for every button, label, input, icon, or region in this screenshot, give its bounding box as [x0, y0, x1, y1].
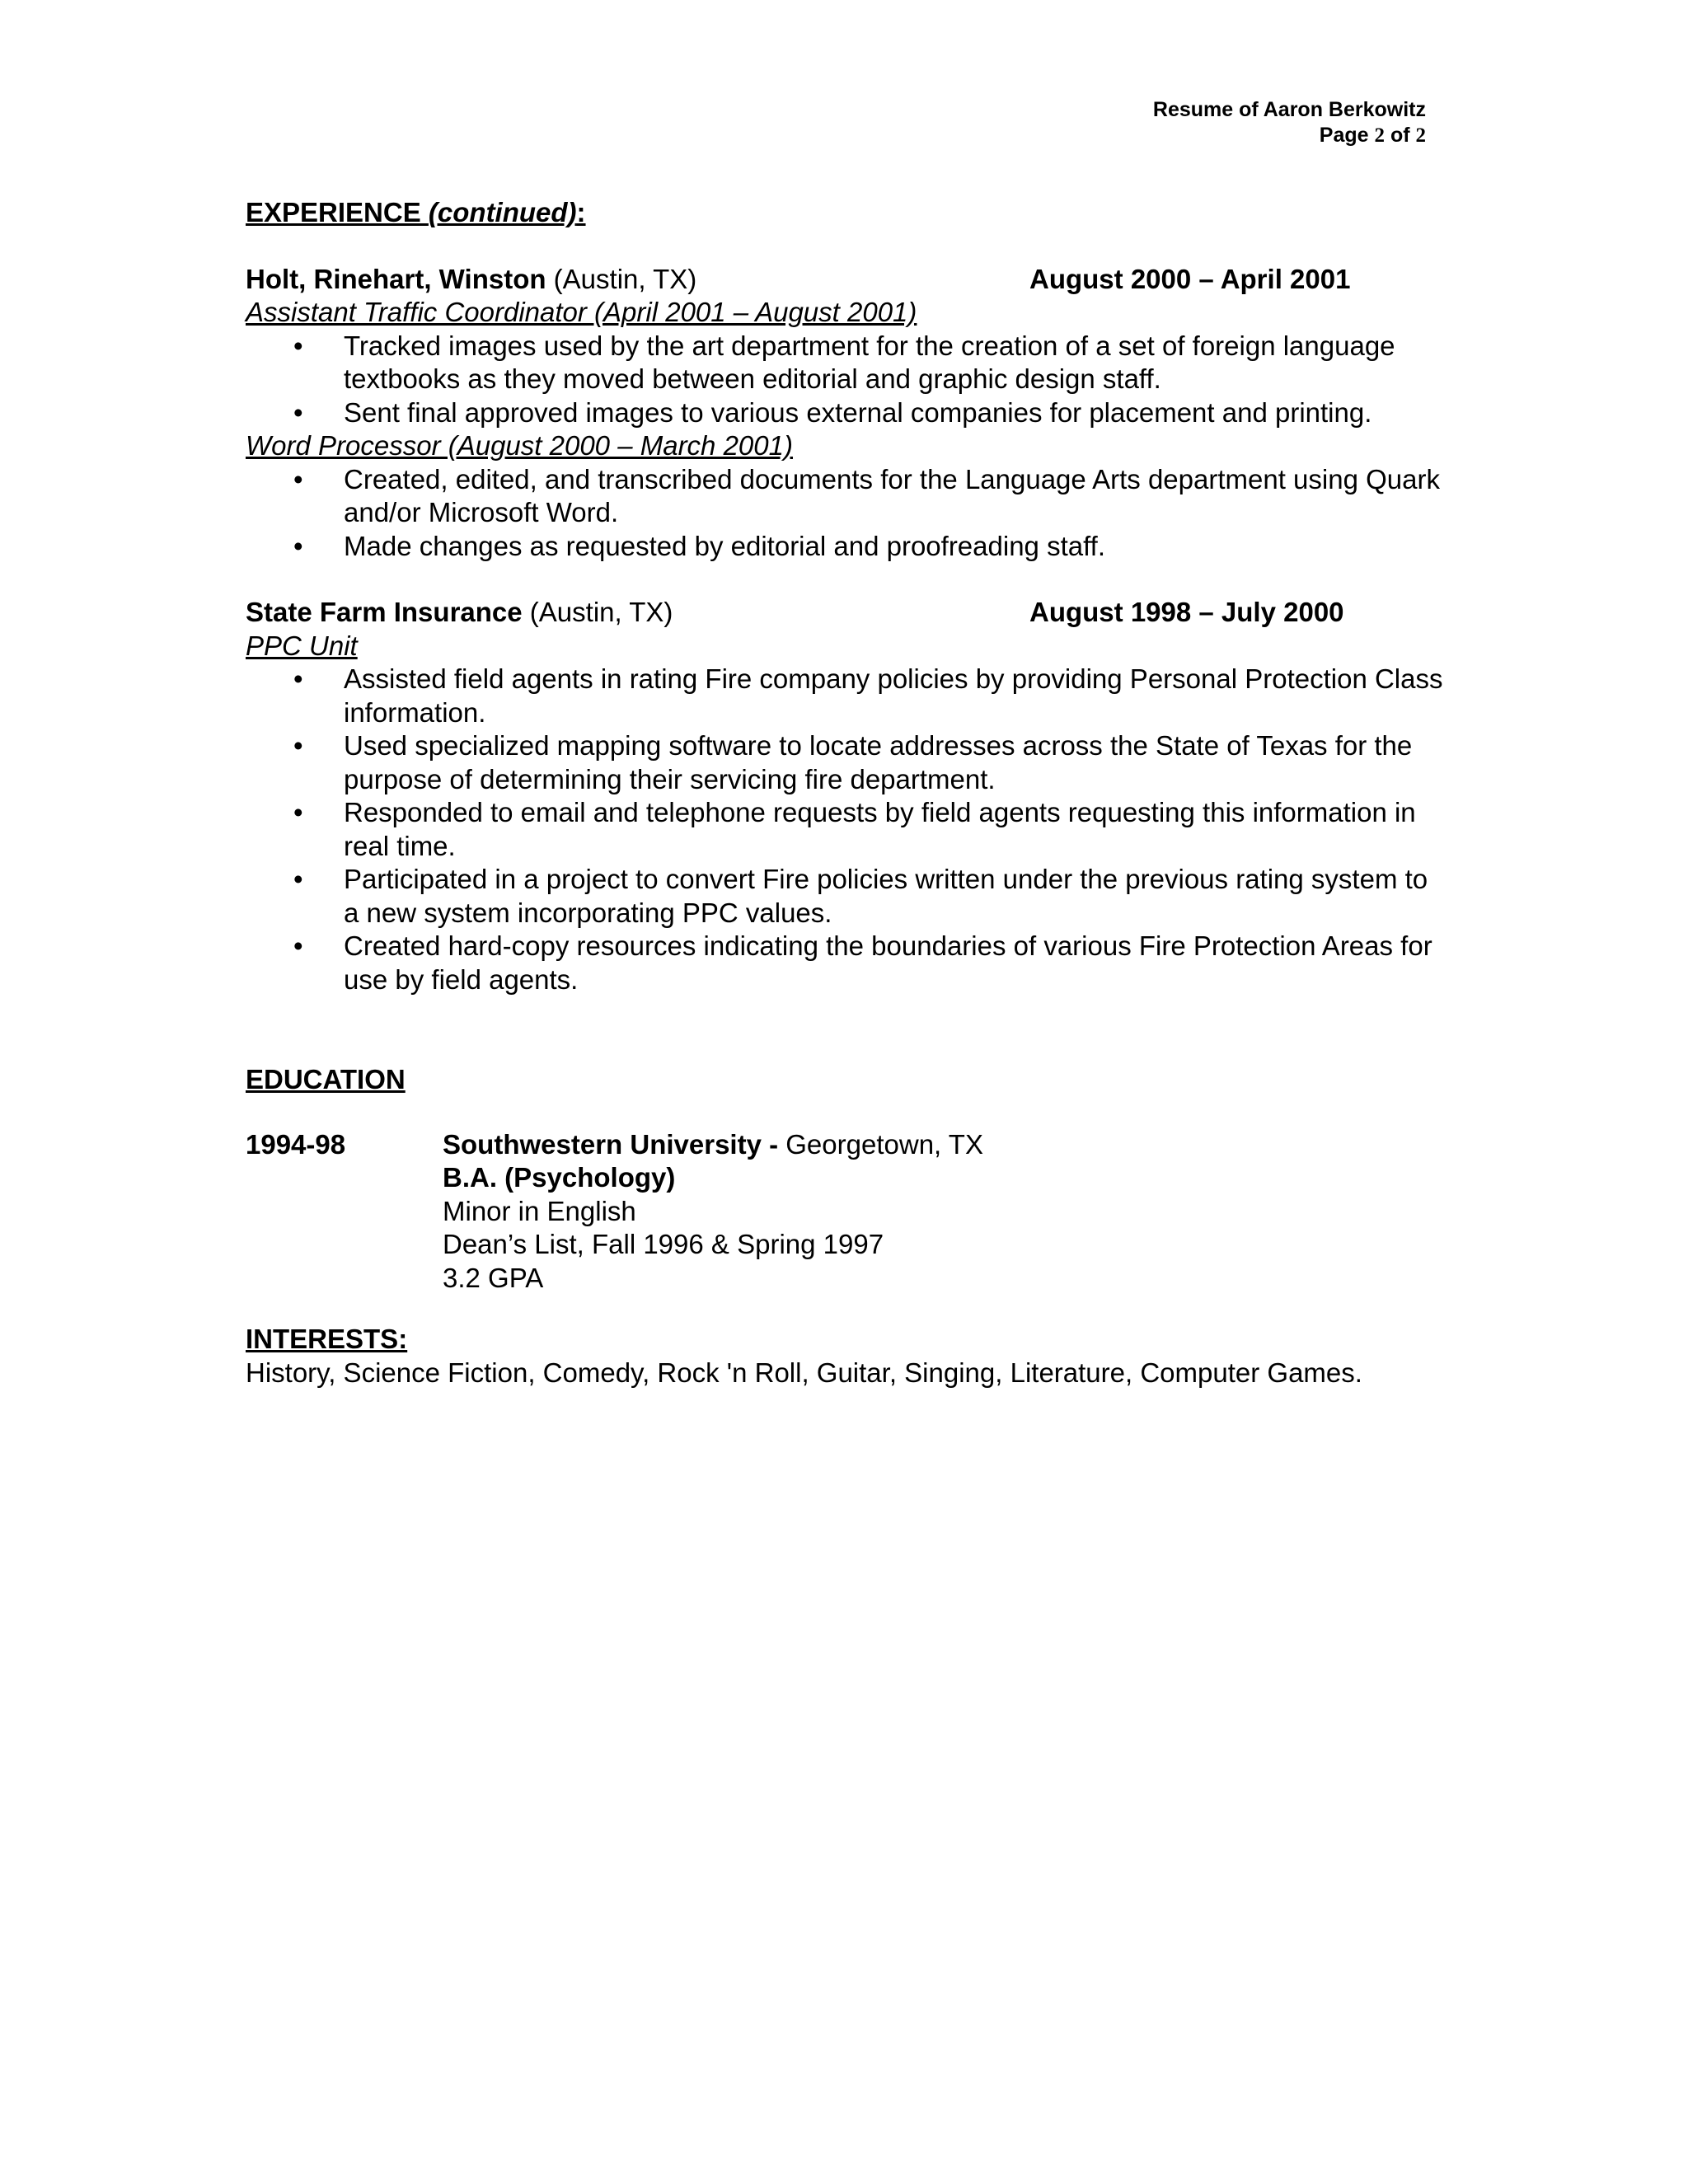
interests-heading: INTERESTS: [246, 1324, 408, 1354]
page-total: 2 [1415, 124, 1426, 147]
experience-heading [246, 196, 1449, 230]
education-entry [246, 1128, 1449, 1296]
bullet-glyph: • [293, 730, 303, 761]
education-heading: EDUCATION [246, 1064, 406, 1094]
resume-body [246, 196, 1449, 1390]
company-name: State Farm Insurance [246, 597, 523, 627]
page-number-line [1153, 123, 1426, 148]
company-location: (Austin, TX) [546, 263, 697, 294]
bullet-text: Participated in a project to convert Fire policies written under the previous rating system to a new system incorporating PPC values. [344, 864, 1428, 928]
bullet-glyph: • [293, 463, 303, 494]
role-title: Assistant Traffic Coordinator (April 2001 – August 2001) [246, 297, 917, 327]
list-item [246, 663, 1449, 729]
honors: Dean’s List, Fall 1996 & Spring 1997 [443, 1229, 884, 1259]
job-header [246, 596, 1449, 630]
role-bullet-list [246, 463, 1449, 564]
page-of-label: of [1385, 124, 1416, 147]
degree: B.A. (Psychology) [443, 1162, 676, 1193]
bullet-text: Created hard-copy resources indicating the boundaries of various Fire Protection Areas for use by field agents. [344, 930, 1432, 995]
bullet-text: Created, edited, and transcribed documents for the Language Arts department using Quark and/or Microsoft Word. [344, 463, 1440, 527]
page-current: 2 [1374, 124, 1385, 147]
list-item [246, 396, 1449, 430]
school-location: Georgetown, TX [785, 1128, 983, 1160]
list-item [246, 863, 1449, 930]
bullet-glyph: • [293, 330, 303, 361]
bullet-text: Sent final approved images to various external companies for placement and printing. [344, 396, 1372, 428]
school-name: Southwestern University - [443, 1128, 786, 1160]
experience-heading-continued: (continued) [428, 197, 577, 227]
school-line [443, 1128, 1449, 1162]
job-dates: August 1998 – July 2000 [1029, 597, 1344, 627]
company-name: Holt, Rinehart, Winston [246, 263, 546, 294]
interests-text: History, Science Fiction, Comedy, Rock 'n Roll, Guitar, Singing, Literature, Computer Games. [246, 1357, 1362, 1388]
resume-owner-line: Resume of Aaron Berkowitz [1152, 98, 1426, 121]
bullet-text: Used specialized mapping software to locate addresses across the State of Texas for the purpose of determining their servicing fire department. [344, 730, 1413, 794]
list-item [246, 530, 1449, 564]
bullet-text: Assisted field agents in rating Fire company policies by providing Personal Protection Class information. [344, 663, 1443, 728]
minor: Minor in English [443, 1195, 636, 1226]
bullet-text: Tracked images used by the art department for the creation of a set of foreign language textbooks as they moved between editorial and graphic design staff. [344, 330, 1395, 394]
education-detail [443, 1128, 1449, 1296]
bullet-text: Responded to email and telephone requests by field agents requesting this information in real time. [344, 797, 1416, 861]
bullet-glyph: • [293, 930, 303, 961]
role-title: Word Processor (August 2000 – March 2001) [246, 430, 793, 461]
bullet-glyph: • [293, 530, 303, 561]
education-years: 1994-98 [246, 1128, 346, 1160]
bullet-glyph: • [293, 864, 303, 894]
gpa: 3.2 GPA [443, 1262, 544, 1293]
bullet-glyph: • [293, 663, 303, 694]
bullet-text: Made changes as requested by editorial and proofreading staff. [344, 530, 1105, 561]
job-header [246, 263, 1449, 297]
role-bullet-list [246, 663, 1449, 996]
bullet-glyph: • [293, 797, 303, 827]
page-header [1153, 97, 1426, 148]
list-item [246, 796, 1449, 863]
job-dates: August 2000 – April 2001 [1029, 263, 1351, 294]
experience-heading-colon: : [576, 197, 586, 227]
company-location: (Austin, TX) [522, 597, 673, 627]
list-item [246, 330, 1449, 396]
role-bullet-list [246, 330, 1449, 430]
bullet-glyph: • [293, 396, 303, 428]
list-item [246, 463, 1449, 530]
page-label: Page [1319, 124, 1375, 147]
experience-heading-main: EXPERIENCE [246, 197, 429, 227]
role-title: PPC Unit [246, 630, 358, 661]
list-item [246, 930, 1449, 996]
list-item [246, 729, 1449, 796]
